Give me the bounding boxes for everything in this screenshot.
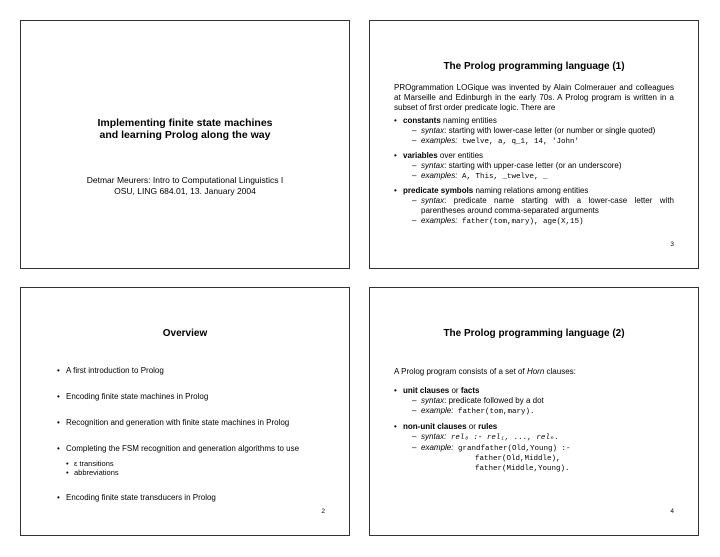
slide-heading: The Prolog programming language (1) [443,61,625,72]
main-title-line-2: and learning Prolog along the way [99,129,271,141]
list-item-text: Encoding finite state transducers in Prolog [66,493,216,502]
author-line-1: Detmar Meurers: Intro to Computational Linguistics I [86,175,284,185]
dash: – [412,196,417,205]
list-item [57,418,329,428]
sub-label: example: [421,406,454,415]
sub-list-item-text: ε transitions [74,459,114,468]
sub-code: father(tom,mary). [453,408,535,416]
sub-syntax [412,396,674,406]
bullet-dot: • [57,366,60,375]
bullet-variables [394,151,674,182]
bullet-tail: over entities [437,151,484,160]
sub-list-item [66,468,329,477]
author-block [21,175,349,197]
slide-prolog-1 [369,20,699,269]
sub-text: : starting with lower-case letter (or number or single quoted) [444,126,656,135]
bullet-dot: • [57,493,60,502]
code-line: father(Middle,Young). [475,465,570,473]
sub-label: examples: [421,136,458,145]
bullet-dot: • [394,186,397,195]
sub-label: syntax [421,161,445,170]
dash: – [412,126,417,135]
bullet-constants [394,116,674,147]
bullet-dot: • [394,116,397,125]
sub-code: twelve, a, q_1, 14, 'John' [457,138,579,146]
sub-label: syntax [421,396,445,405]
list-item [57,493,329,503]
sub-syntax [412,196,674,216]
sub-example [412,443,674,474]
intro-paragraph: PROgrammation LOGique was invented by Alain Colmerauer and colleagues at Marseille and Edinburgh in the early 70s. A Prolog program is written in a subset of first order predicate logic. There are [394,83,674,112]
sub-label: syntax [421,196,445,205]
sub-text: : predicate name starting with a lower-case letter with parentheses around comma-separated arguments [421,196,674,215]
bullet-dot: • [394,422,397,431]
slide-prolog-2 [369,287,699,536]
dash: – [412,161,417,170]
dash: – [412,406,417,415]
overview-list [57,366,329,519]
list-item-text: Encoding finite state machines in Prolog [66,392,209,401]
sub-label: syntax: [421,432,447,441]
sub-examples [412,216,674,227]
sub-code: grandfather(Old,Young) :- [453,445,571,453]
bullet-non-unit-clauses [394,422,674,474]
bullet-tail: naming relations among entities [473,186,589,195]
list-item-text: Recognition and generation with finite state machines in Prolog [66,418,290,427]
code-line: father(Old,Middle), [475,455,561,463]
sub-syntax [412,432,674,443]
sub-code: rel₀ :- rel₁, ..., relₙ. [446,434,559,442]
slide-overview [20,287,350,536]
bullet-tail: naming entities [440,116,497,125]
page-number: 4 [670,508,674,515]
sub-code: A, This, _twelve, _ [457,173,548,181]
intro-text: A Prolog program consists of a set of [394,367,527,376]
bullet-head: facts [460,386,480,395]
bullet-dot: • [66,459,69,468]
bullet-head: variables [403,151,438,160]
sub-label: examples: [421,216,458,225]
bullet-dot: • [66,468,69,477]
bullet-connector: or [466,422,479,431]
bullet-head: rules [478,422,498,431]
bullet-head: predicate symbols [403,186,474,195]
bullet-head: unit clauses [403,386,450,395]
bullet-dot: • [394,151,397,160]
intro-emphasis: Horn [526,367,545,376]
bullet-head: constants [403,116,441,125]
sub-examples [412,136,674,147]
bullet-connector: or [449,386,461,395]
sub-syntax [412,161,674,171]
dash: – [412,396,417,405]
title-block [21,117,349,141]
dash: – [412,136,417,145]
list-item [57,366,329,376]
intro-text: clauses: [544,367,576,376]
slide-body [394,83,674,227]
slide-body [394,367,674,474]
author-line-2: OSU, LING 684.01, 13. January 2004 [114,186,256,196]
bullet-head: non-unit clauses [403,422,467,431]
sub-text: : predicate followed by a dot [444,396,544,405]
list-item-text: Completing the FSM recognition and generation algorithms to use [66,444,300,453]
sub-text: : starting with upper-case letter (or an underscore) [444,161,622,170]
main-title-line-1: Implementing finite state machines [97,117,273,129]
dash: – [412,432,417,441]
sub-list-item [66,459,329,468]
page-number: 3 [670,241,674,248]
sub-label: examples: [421,171,458,180]
page-number: 2 [321,508,325,515]
bullet-dot: • [57,392,60,401]
list-item-text: A first introduction to Prolog [66,366,164,375]
intro-paragraph [394,367,674,377]
sub-label: syntax [421,126,445,135]
bullet-unit-clauses [394,386,674,417]
sub-examples [412,171,674,182]
bullet-dot: • [57,418,60,427]
list-item [57,392,329,402]
bullet-dot: • [394,386,397,395]
slide-heading: The Prolog programming language (2) [443,328,625,339]
slide-title [20,20,350,269]
bullet-predicate-symbols [394,186,674,227]
dash: – [412,216,417,225]
slide-heading: Overview [162,328,208,339]
dash: – [412,443,417,452]
sub-list-item-text: abbreviations [74,468,119,477]
dash: – [412,171,417,180]
sub-example [412,406,674,417]
sub-code: father(tom,mary), age(X,15) [457,218,584,226]
list-item [57,444,329,477]
sub-label: example: [421,443,454,452]
sub-syntax [412,126,674,136]
bullet-dot: • [57,444,60,453]
